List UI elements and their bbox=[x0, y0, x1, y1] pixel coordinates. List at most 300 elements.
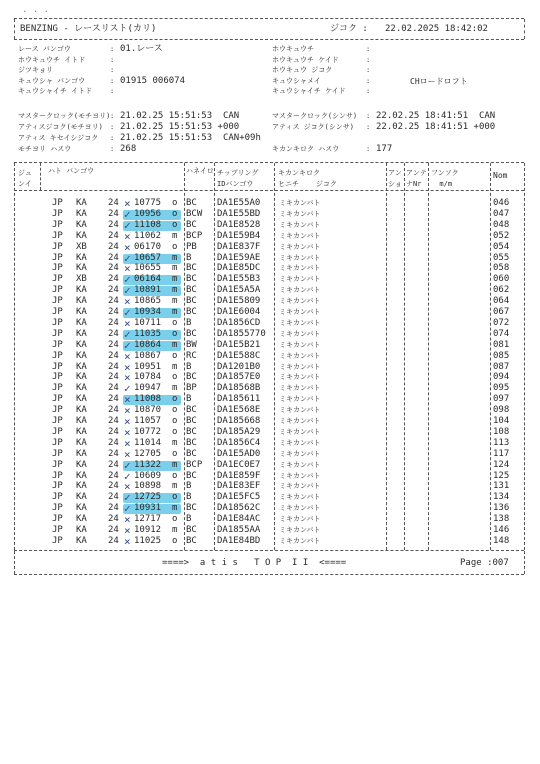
row-country: JP bbox=[52, 437, 63, 448]
row-chip: DA1E55BD bbox=[217, 208, 261, 219]
row-nom: 055 bbox=[493, 252, 510, 263]
clock-sep-right: : bbox=[366, 112, 371, 120]
row-club: KA bbox=[76, 514, 87, 525]
row-club: KA bbox=[76, 328, 87, 339]
row-nom: 097 bbox=[493, 394, 510, 405]
pen-check-mark: ✓ bbox=[124, 338, 131, 352]
row-chip: DA1E5809 bbox=[217, 296, 261, 307]
row-ring: 11035 bbox=[134, 328, 162, 339]
clock-label-right: キカンキロク ハスウ bbox=[272, 145, 340, 153]
row-ring: 12717 bbox=[134, 514, 162, 525]
table-header-rule bbox=[14, 190, 524, 191]
row-color: B bbox=[186, 317, 192, 328]
pen-check-mark: ✓ bbox=[124, 469, 131, 483]
row-year: 24 bbox=[108, 481, 119, 492]
col-divider-2 bbox=[40, 163, 41, 190]
clock-label-right: アティス ジコク(シンサ) bbox=[272, 123, 354, 131]
row-country: JP bbox=[52, 198, 63, 208]
row-country: JP bbox=[52, 426, 63, 437]
race-info-label-right: ホウキュウチ bbox=[272, 45, 314, 53]
race-info-sep: : bbox=[110, 66, 115, 74]
row-sex: m bbox=[172, 263, 178, 274]
row-sex: o bbox=[172, 372, 178, 383]
row-country: JP bbox=[52, 328, 63, 339]
row-club: KA bbox=[76, 416, 87, 426]
row-color: BC bbox=[186, 307, 197, 317]
row-nom: 108 bbox=[493, 426, 510, 437]
row-record: ミキカンバト bbox=[279, 406, 321, 415]
row-year: 24 bbox=[108, 535, 119, 546]
row-nom: 046 bbox=[493, 198, 510, 208]
row-ring: 10655 bbox=[134, 263, 162, 274]
row-ring: 10864 bbox=[134, 339, 162, 350]
row-nom: 131 bbox=[493, 481, 510, 492]
row-color: BC bbox=[186, 274, 197, 285]
clock-value-right: 22.02.25 18:41:51 CAN bbox=[376, 111, 496, 121]
row-sex: m bbox=[172, 459, 178, 470]
col-header-ring: ハト バンゴウ bbox=[48, 167, 95, 175]
row-record: ミキカンバト bbox=[279, 318, 321, 327]
pen-cross-mark: × bbox=[124, 404, 131, 418]
row-nom: 087 bbox=[493, 361, 510, 372]
row-club: KA bbox=[76, 405, 87, 416]
race-info-sep: : bbox=[110, 55, 115, 64]
row-nom: 048 bbox=[493, 219, 510, 230]
row-sex: o bbox=[172, 448, 178, 459]
footer-left-edge bbox=[14, 551, 15, 574]
row-club: KA bbox=[76, 492, 87, 503]
row-country: JP bbox=[52, 525, 63, 535]
row-chip: DA18568B bbox=[217, 383, 261, 394]
pen-check-mark: ✓ bbox=[124, 218, 131, 232]
row-chip: DA185611 bbox=[217, 394, 261, 405]
race-info-label-right: ホウキュウ ジコク bbox=[272, 66, 333, 74]
pen-check-mark: ✓ bbox=[124, 382, 131, 396]
race-info-label-right: ホウキュウチ ケイド bbox=[272, 55, 339, 64]
clock-sep: : bbox=[110, 123, 115, 131]
race-info-label-right: キュウシャイチ ケイド bbox=[272, 87, 346, 95]
pen-check-mark: ✓ bbox=[124, 284, 131, 298]
row-country: JP bbox=[52, 459, 63, 470]
pen-cross-mark: × bbox=[124, 229, 131, 243]
row-year: 24 bbox=[108, 263, 119, 274]
row-record: ミキカンバト bbox=[279, 373, 321, 382]
row-nom: 138 bbox=[493, 514, 510, 525]
pen-cross-mark: × bbox=[124, 349, 131, 363]
corner-marks: . . . bbox=[22, 5, 50, 15]
row-chip: DA1E84BD bbox=[217, 535, 261, 546]
row-ring: 11108 bbox=[134, 219, 162, 230]
row-record: ミキカンバト bbox=[279, 384, 321, 393]
clock-value-right: 177 bbox=[376, 144, 393, 154]
row-ring: 10784 bbox=[134, 372, 162, 383]
row-chip: DA1E8528 bbox=[217, 219, 261, 230]
row-chip: DA1855AA bbox=[217, 525, 261, 535]
row-chip: DA1E6004 bbox=[217, 307, 261, 317]
row-chip: DA1E55A0 bbox=[217, 198, 261, 208]
row-color: B bbox=[186, 394, 192, 405]
row-club: KA bbox=[76, 219, 87, 230]
row-year: 24 bbox=[108, 285, 119, 296]
row-color: RC bbox=[186, 350, 197, 361]
row-ring: 10609 bbox=[134, 470, 162, 481]
pen-check-mark: ✓ bbox=[124, 458, 131, 472]
row-club: KA bbox=[76, 503, 87, 514]
row-nom: 095 bbox=[493, 383, 510, 394]
row-country: JP bbox=[52, 503, 63, 514]
row-year: 24 bbox=[108, 405, 119, 416]
row-country: JP bbox=[52, 219, 63, 230]
row-year: 24 bbox=[108, 361, 119, 372]
row-record: ミキカンバト bbox=[279, 308, 321, 316]
row-color: BC bbox=[186, 535, 197, 546]
pen-cross-mark: × bbox=[124, 436, 131, 450]
row-nom: 074 bbox=[493, 328, 510, 339]
pen-cross-mark: × bbox=[124, 524, 131, 537]
row-sex: o bbox=[172, 208, 178, 219]
row-club: KA bbox=[76, 426, 87, 437]
race-info-sep-right: : bbox=[366, 87, 371, 95]
row-club: KA bbox=[76, 448, 87, 459]
row-country: JP bbox=[52, 448, 63, 459]
table-bottom-rule bbox=[14, 550, 524, 551]
row-record: ミキカンバト bbox=[279, 209, 321, 218]
row-ring: 10657 bbox=[134, 252, 162, 263]
row-chip: DA1E59AE bbox=[217, 252, 261, 263]
row-record: ミキカンバト bbox=[279, 417, 321, 425]
row-nom: 104 bbox=[493, 416, 510, 426]
pen-cross-mark: × bbox=[124, 393, 131, 407]
row-nom: 052 bbox=[493, 230, 510, 241]
row-nom: 117 bbox=[493, 448, 510, 459]
row-chip: DA1E85DC bbox=[217, 263, 261, 274]
row-country: JP bbox=[52, 317, 63, 328]
row-ring: 06170 bbox=[134, 241, 162, 252]
row-sex: o bbox=[172, 241, 178, 252]
row-sex: o bbox=[172, 470, 178, 481]
row-color: BCW bbox=[186, 208, 203, 219]
pen-check-mark: ✓ bbox=[124, 207, 131, 221]
row-country: JP bbox=[52, 361, 63, 372]
row-country: JP bbox=[52, 285, 63, 296]
pen-cross-mark: × bbox=[124, 480, 131, 494]
row-sex: o bbox=[172, 394, 178, 405]
row-sex: o bbox=[172, 198, 178, 208]
row-sex: o bbox=[172, 317, 178, 328]
clock-sep: : bbox=[110, 112, 115, 120]
row-ring: 12725 bbox=[134, 492, 162, 503]
row-ring: 10898 bbox=[134, 481, 162, 492]
row-country: JP bbox=[52, 481, 63, 492]
clock-sep: : bbox=[110, 145, 115, 153]
row-country: JP bbox=[52, 416, 63, 426]
row-color: BP bbox=[186, 383, 197, 394]
row-record: ミキカンバト bbox=[279, 395, 321, 404]
row-sex: m bbox=[172, 307, 178, 317]
row-chip: DA1E84AC bbox=[217, 514, 261, 525]
row-country: JP bbox=[52, 230, 63, 241]
row-sex: m bbox=[172, 339, 178, 350]
row-sex: m bbox=[172, 252, 178, 263]
row-club: KA bbox=[76, 307, 87, 317]
row-chip: DA1E5B21 bbox=[217, 339, 261, 350]
race-info-sep: : bbox=[110, 87, 115, 95]
row-color: BC bbox=[186, 448, 197, 459]
row-ring: 11057 bbox=[134, 416, 162, 426]
row-ring: 10775 bbox=[134, 198, 162, 208]
race-info-label: レース バンゴウ bbox=[18, 45, 71, 53]
row-chip: DA1856C4 bbox=[217, 437, 261, 448]
pen-cross-mark: × bbox=[124, 240, 131, 254]
col-header-antenna: アンテ ナNr bbox=[406, 169, 427, 188]
row-country: JP bbox=[52, 470, 63, 481]
row-color: BC bbox=[186, 437, 197, 448]
clock-value: 268 bbox=[120, 144, 137, 154]
row-year: 24 bbox=[108, 230, 119, 241]
row-club: KA bbox=[76, 198, 87, 208]
row-chip: DA1EC0E7 bbox=[217, 459, 261, 470]
row-club: KA bbox=[76, 372, 87, 383]
clock-value: 21.02.25 15:51:53 CAN+09h bbox=[120, 133, 261, 143]
header-left-edge bbox=[14, 19, 15, 39]
row-club: KA bbox=[76, 394, 87, 405]
row-chip: DA18562C bbox=[217, 503, 261, 514]
clock-label: モチヨリ ハスウ bbox=[18, 145, 72, 153]
clock-label-right: マスタークロック(シンサ) bbox=[272, 112, 358, 120]
row-nom: 134 bbox=[493, 492, 510, 503]
row-nom: 136 bbox=[493, 503, 510, 514]
row-chip: DA1E859F bbox=[217, 470, 261, 481]
row-club: KA bbox=[76, 525, 87, 535]
row-ring: 10772 bbox=[134, 426, 162, 437]
row-color: BC bbox=[186, 405, 197, 416]
row-color: BC bbox=[186, 296, 197, 307]
row-sex: o bbox=[172, 219, 178, 230]
row-sex: m bbox=[172, 383, 178, 394]
row-sex: o bbox=[172, 416, 178, 426]
row-country: JP bbox=[52, 208, 63, 219]
race-info-sep-right: : bbox=[366, 66, 371, 74]
row-country: JP bbox=[52, 514, 63, 525]
row-ring: 10956 bbox=[134, 208, 162, 219]
row-nom: 054 bbox=[493, 241, 510, 252]
pen-check-mark: ✓ bbox=[124, 327, 131, 341]
row-year: 24 bbox=[108, 307, 119, 317]
row-year: 24 bbox=[108, 503, 119, 514]
row-country: JP bbox=[52, 274, 63, 285]
row-club: XB bbox=[76, 274, 87, 285]
row-ring: 12705 bbox=[134, 448, 162, 459]
row-chip: DA1E588C bbox=[217, 350, 261, 361]
row-color: BC bbox=[186, 416, 197, 426]
row-club: KA bbox=[76, 459, 87, 470]
row-nom: 094 bbox=[493, 372, 510, 383]
row-country: JP bbox=[52, 405, 63, 416]
row-year: 24 bbox=[108, 383, 119, 394]
row-country: JP bbox=[52, 296, 63, 307]
row-sex: m bbox=[172, 230, 178, 241]
row-club: KA bbox=[76, 481, 87, 492]
row-country: JP bbox=[52, 383, 63, 394]
row-ring: 11322 bbox=[134, 459, 162, 470]
col-header-chip: チップリング IDバンゴウ bbox=[217, 169, 259, 188]
row-color: BCP bbox=[186, 459, 203, 470]
row-sex: o bbox=[172, 514, 178, 525]
row-club: KA bbox=[76, 383, 87, 394]
pen-check-mark: ✓ bbox=[124, 502, 131, 516]
footer-right-edge bbox=[524, 551, 525, 574]
race-info-label: キュウシャ バンゴウ bbox=[18, 76, 86, 85]
row-chip: DA185A29 bbox=[217, 426, 261, 437]
row-year: 24 bbox=[108, 514, 119, 525]
row-sex: m bbox=[172, 437, 178, 448]
row-color: BC bbox=[186, 263, 197, 274]
row-color: B bbox=[186, 361, 192, 372]
row-record: ミキカンバト bbox=[279, 199, 321, 207]
row-record: ミキカンバト bbox=[279, 460, 321, 469]
pen-cross-mark: × bbox=[124, 262, 131, 276]
row-year: 24 bbox=[108, 459, 119, 470]
pen-check-mark: ✓ bbox=[124, 491, 131, 505]
row-color: BC bbox=[186, 328, 197, 339]
row-country: JP bbox=[52, 339, 63, 350]
row-country: JP bbox=[52, 350, 63, 361]
pen-check-mark: ✓ bbox=[124, 306, 131, 319]
pen-cross-mark: × bbox=[124, 513, 131, 527]
row-nom: 067 bbox=[493, 307, 510, 317]
pen-cross-mark: × bbox=[124, 197, 131, 210]
row-year: 24 bbox=[108, 470, 119, 481]
race-info-label: キュウシャイチ イトド bbox=[18, 87, 93, 95]
row-chip: DA1E55B3 bbox=[217, 274, 261, 285]
row-club: KA bbox=[76, 361, 87, 372]
row-club: KA bbox=[76, 252, 87, 263]
row-year: 24 bbox=[108, 437, 119, 448]
col-header-color: ハネイロ bbox=[186, 167, 214, 175]
row-chip: DA1E5A5A bbox=[217, 285, 261, 296]
row-chip: DA1E5FC5 bbox=[217, 492, 261, 503]
row-year: 24 bbox=[108, 448, 119, 459]
row-year: 24 bbox=[108, 208, 119, 219]
row-ring: 11008 bbox=[134, 394, 162, 405]
header-right-edge bbox=[524, 19, 525, 39]
row-nom: 148 bbox=[493, 535, 510, 546]
clock-value: 21.02.25 15:51:53 +000 bbox=[120, 122, 240, 132]
row-record: ミキカンバト bbox=[279, 264, 321, 273]
race-info-value-right: CHロードロフト bbox=[410, 76, 468, 86]
row-club: KA bbox=[76, 470, 87, 481]
row-record: ミキカンバト bbox=[279, 231, 321, 240]
pen-cross-mark: × bbox=[124, 295, 131, 309]
table-row bbox=[0, 534, 540, 549]
row-record: ミキカンバト bbox=[279, 471, 321, 480]
row-year: 24 bbox=[108, 317, 119, 328]
row-country: JP bbox=[52, 241, 63, 252]
row-club: KA bbox=[76, 535, 87, 546]
row-record: ミキカンバト bbox=[279, 286, 321, 295]
col-header-place: アン ショ bbox=[388, 169, 402, 188]
clock-sep: : bbox=[110, 134, 115, 142]
row-color: BC bbox=[186, 426, 197, 437]
row-record: ミキカンバト bbox=[279, 242, 321, 251]
row-ring: 10711 bbox=[134, 317, 162, 328]
row-sex: m bbox=[172, 503, 178, 514]
clock-label: アティスジコク(モチヨリ) bbox=[18, 123, 103, 131]
row-ring: 10912 bbox=[134, 525, 162, 535]
row-nom: 085 bbox=[493, 350, 510, 361]
row-year: 24 bbox=[108, 350, 119, 361]
row-chip: DA185668 bbox=[217, 416, 261, 426]
row-color: BC bbox=[186, 285, 197, 296]
row-record: ミキカンバト bbox=[279, 362, 321, 371]
clock-label: アティス キセイシジコク bbox=[18, 134, 99, 142]
row-ring: 10947 bbox=[134, 383, 162, 394]
row-nom: 113 bbox=[493, 437, 510, 448]
col-header-record: キカンキロク ヒニチ ジコク bbox=[278, 169, 337, 188]
pen-cross-mark: × bbox=[124, 316, 131, 330]
race-info-value: 01915 006074 bbox=[120, 75, 186, 86]
row-sex: o bbox=[172, 426, 178, 437]
row-record: ミキカンバト bbox=[279, 482, 321, 491]
row-sex: m bbox=[172, 285, 178, 296]
row-nom: 058 bbox=[493, 263, 510, 274]
row-record: ミキカンバト bbox=[279, 427, 321, 436]
row-record: ミキカンバト bbox=[279, 329, 321, 338]
row-color: BC bbox=[186, 525, 197, 535]
row-country: JP bbox=[52, 372, 63, 383]
row-club: KA bbox=[76, 208, 87, 219]
row-sex: o bbox=[172, 492, 178, 503]
race-info-sep: : bbox=[110, 76, 115, 85]
row-nom: 072 bbox=[493, 317, 510, 328]
row-color: BW bbox=[186, 339, 197, 350]
row-year: 24 bbox=[108, 394, 119, 405]
row-year: 24 bbox=[108, 339, 119, 350]
row-country: JP bbox=[52, 492, 63, 503]
row-sex: o bbox=[172, 405, 178, 416]
row-year: 24 bbox=[108, 252, 119, 263]
row-ring: 10951 bbox=[134, 361, 162, 372]
row-record: ミキカンバト bbox=[279, 515, 321, 524]
row-year: 24 bbox=[108, 274, 119, 285]
row-nom: 062 bbox=[493, 285, 510, 296]
row-ring: 11062 bbox=[134, 230, 162, 241]
footer-banner: ====> a t i s T O P I I <==== bbox=[162, 558, 347, 568]
row-country: JP bbox=[52, 263, 63, 274]
row-record: ミキカンバト bbox=[279, 275, 321, 284]
row-chip: DA1E5AD0 bbox=[217, 448, 261, 459]
clock-sep-right: : bbox=[366, 123, 371, 131]
row-ring: 10870 bbox=[134, 405, 162, 416]
race-info-label: ホウキュウチ イトド bbox=[18, 55, 86, 64]
row-nom: 098 bbox=[493, 405, 510, 416]
header-bottom-rule bbox=[14, 39, 524, 40]
row-sex: m bbox=[172, 274, 178, 285]
page-number: Page :007 bbox=[460, 558, 509, 568]
row-chip: DA1856CD bbox=[217, 317, 261, 328]
col-header-rank: ジュ ンイ bbox=[18, 169, 32, 188]
row-year: 24 bbox=[108, 416, 119, 426]
row-country: JP bbox=[52, 307, 63, 317]
row-record: ミキカンバト bbox=[279, 253, 321, 262]
row-year: 24 bbox=[108, 198, 119, 208]
clock-value-right: 22.02.25 18:41:51 +000 bbox=[376, 122, 496, 132]
row-year: 24 bbox=[108, 492, 119, 503]
row-ring: 10934 bbox=[134, 307, 162, 317]
row-ring: 10891 bbox=[134, 285, 162, 296]
pen-check-mark: ✓ bbox=[124, 273, 131, 287]
pen-cross-mark: × bbox=[124, 360, 131, 374]
